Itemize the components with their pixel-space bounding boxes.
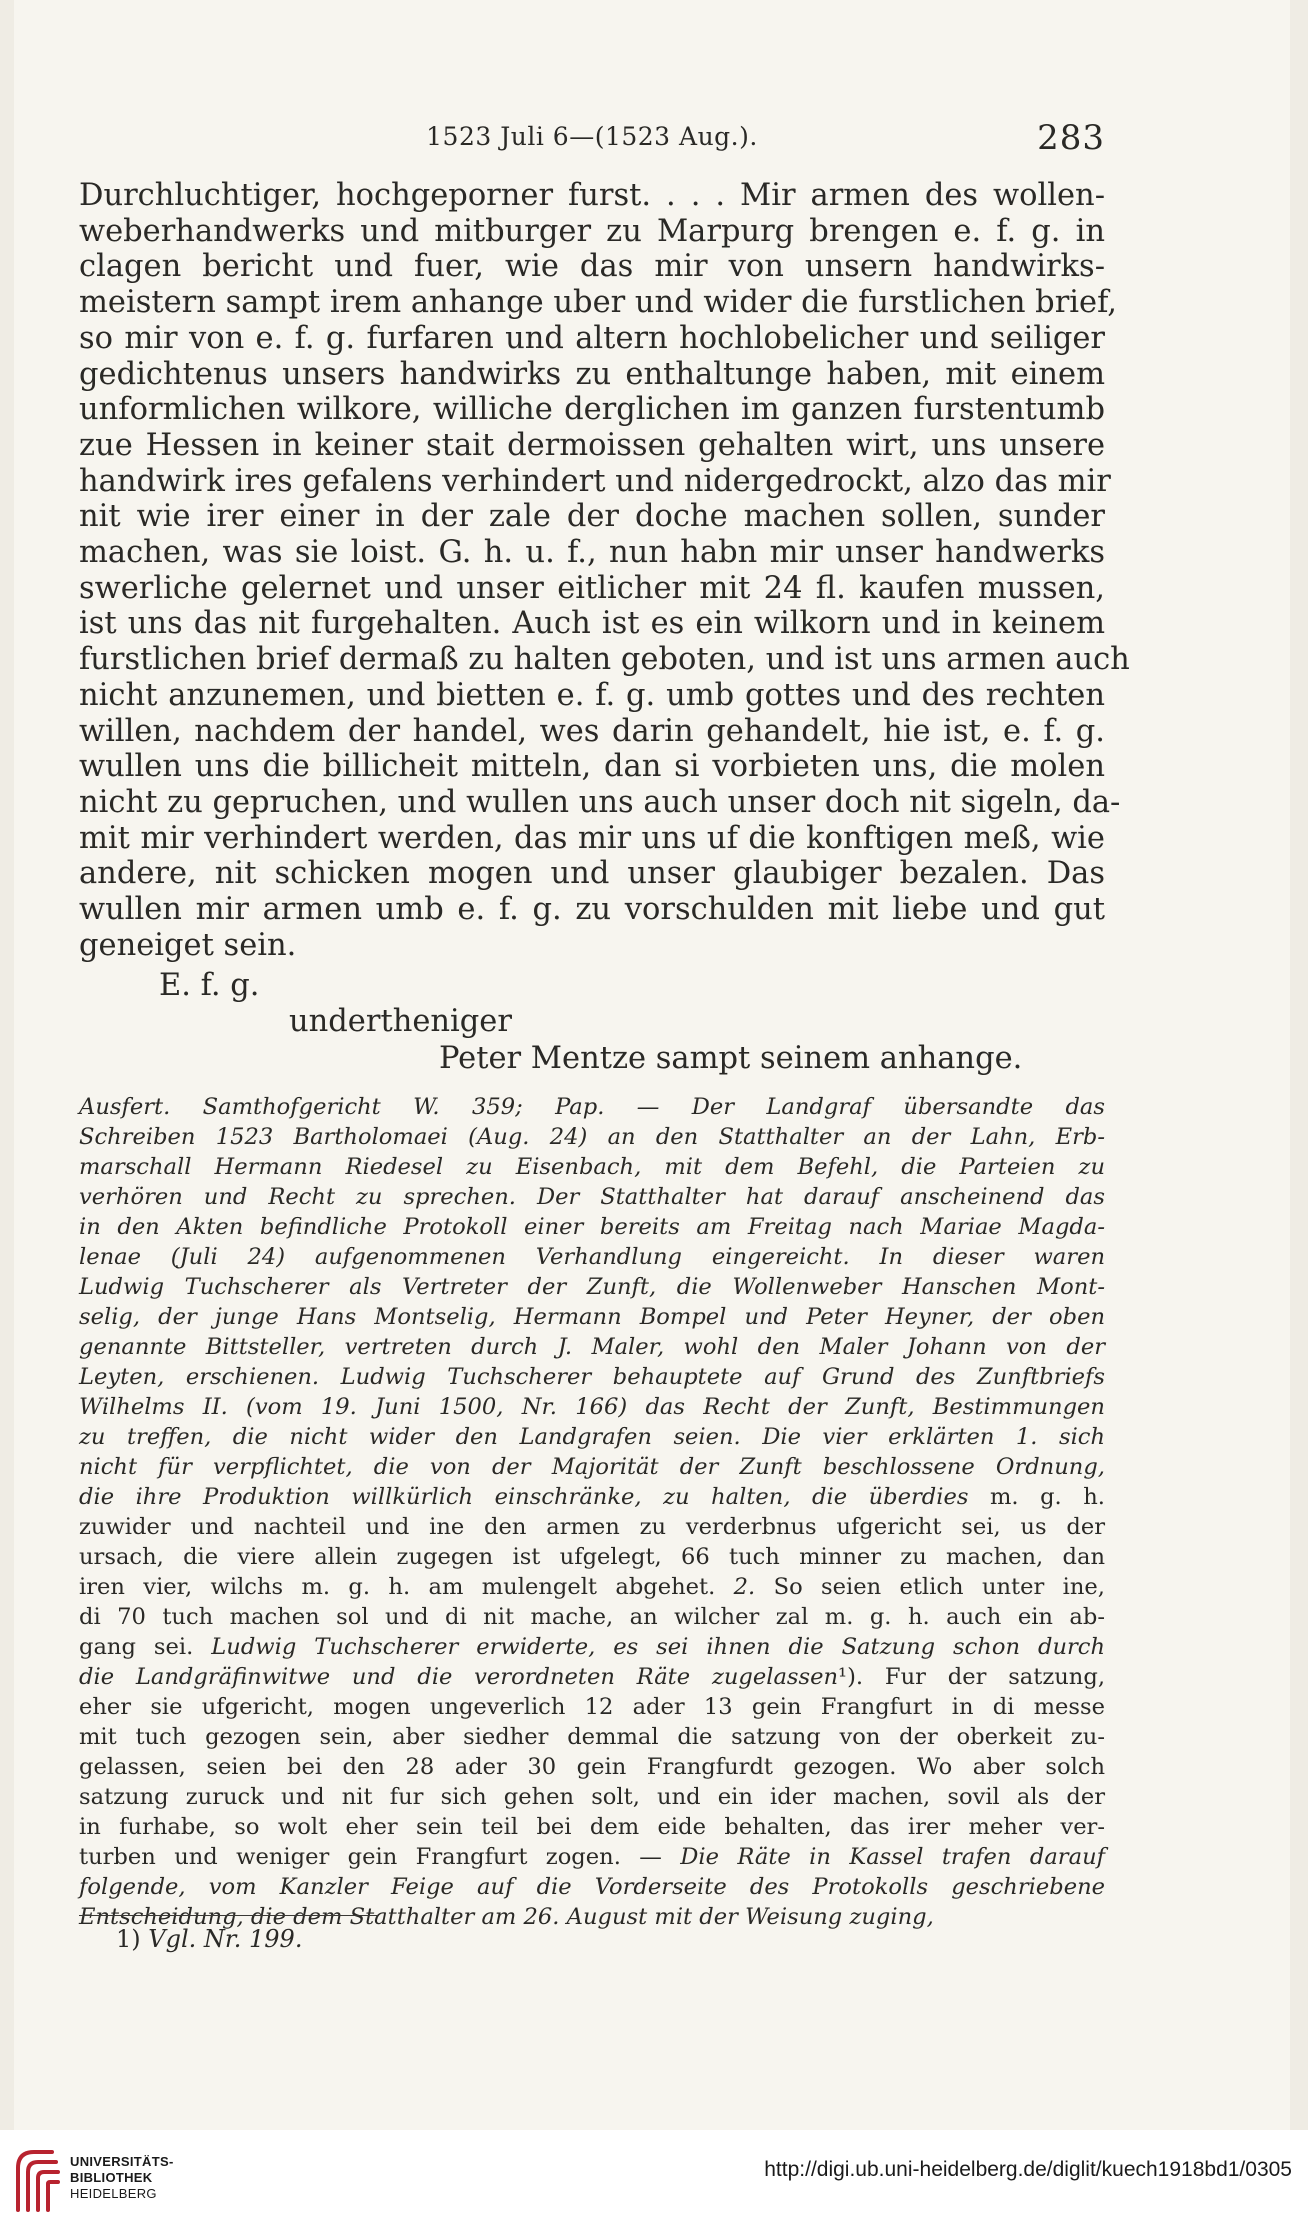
- library-name-line-3: HEIDELBERG: [70, 2186, 157, 2201]
- letter-line: ist uns das nit furgehalten. Auch ist es ein wilkorn und in keinem: [79, 606, 1105, 642]
- note-line: [79, 1872, 1105, 1902]
- note-line: [79, 1332, 1105, 1362]
- note-segment: lenae (Juli 24) aufgenommenen Verhandlung eingereicht. In dieser waren: [79, 1244, 1105, 1270]
- note-segment: m. g. h.: [989, 1484, 1105, 1510]
- note-line: [79, 1302, 1105, 1332]
- footnote-marker: 1): [116, 1925, 141, 1953]
- note-segment: ¹). Fur der satzung,: [838, 1664, 1106, 1690]
- note-segment: gang sei.: [79, 1634, 212, 1660]
- note-line: [79, 1602, 1105, 1632]
- letter-line: nicht zu gepruchen, und wullen uns auch unser doch nit sigeln, da-: [79, 784, 1121, 820]
- note-segment: Ludwig Tuchscherer als Vertreter der Zunft, die Wollenweber Hanschen Mont-: [79, 1274, 1105, 1300]
- library-name-line-2: BIBLIOTHEK: [70, 2170, 153, 2185]
- letter-line: gedichtenus unsers handwirks zu enthaltunge haben, mit einem: [79, 356, 1105, 392]
- note-segment: marschall Hermann Riedesel zu Eisenbach, mit dem Befehl, die Parteien zu: [79, 1154, 1105, 1180]
- note-line: [79, 1692, 1105, 1722]
- note-line: [79, 1092, 1105, 1122]
- letter-line: unformlichen wilkore, williche derglichen im ganzen furstentumb: [79, 392, 1105, 428]
- note-segment: Schreiben 1523 Bartholomaei (Aug. 24) an den Statthalter an der Lahn, Erb-: [79, 1124, 1105, 1150]
- note-segment: ursach, die viere allein zugegen ist ufgelegt, 66 tuch minner zu machen, dan: [79, 1544, 1105, 1570]
- footnote: [116, 1925, 302, 1953]
- note-line: [79, 1512, 1105, 1542]
- editorial-note: [79, 1092, 1105, 1932]
- letter-line: willen, nachdem der handel, wes darin gehandelt, hie ist, e. f. g.: [79, 713, 1105, 749]
- letter-line: mit mir verhindert werden, das mir uns uf die konftigen meß, wie: [79, 820, 1105, 856]
- letter-line: so mir von e. f. g. furfaren und altern hochlobelicher und seiliger: [79, 320, 1105, 356]
- note-line: [79, 1572, 1105, 1602]
- letter-line: geneiget sein.: [79, 927, 297, 963]
- note-segment: Wilhelms II. (vom 19. Juni 1500, Nr. 166) das Recht der Zunft, Bestimmungen: [79, 1394, 1105, 1420]
- note-segment: zu treffen, die nicht wider den Landgrafen seien. Die vier erklärten 1. sich: [79, 1424, 1105, 1450]
- closing-humble: undertheniger: [289, 1004, 512, 1039]
- library-name: [70, 2154, 174, 2202]
- letter-text: [79, 178, 1130, 963]
- note-segment: 2.: [733, 1574, 756, 1600]
- note-segment: turben und weniger gein Frangfurt zogen. —: [79, 1844, 681, 1870]
- letter-line: wullen uns die billicheit mitteln, dan si vorbieten uns, die molen: [79, 749, 1105, 785]
- page-number: 283: [1037, 118, 1105, 158]
- footnote-text: Vgl. Nr. 199.: [148, 1925, 303, 1953]
- note-line: [79, 1152, 1105, 1182]
- letter-line: andere, nit schicken mogen und unser glaubiger bezalen. Das: [79, 856, 1105, 892]
- note-segment: Leyten, erschienen. Ludwig Tuchscherer behauptete auf Grund des Zunftbriefs: [79, 1364, 1105, 1390]
- note-segment: folgende, vom Kanzler Feige auf die Vorderseite des Protokolls geschriebene: [79, 1874, 1105, 1900]
- note-line: [79, 1272, 1105, 1302]
- note-segment: die Landgräfinwitwe und die verordneten Räte zugelassen: [79, 1664, 839, 1690]
- letter-signature: Peter Mentze sampt seinem anhange.: [439, 1041, 1023, 1076]
- note-segment: satzung zuruck und nit fur sich gehen solt, und ein ider machen, sovil als der: [79, 1784, 1105, 1810]
- note-segment: Ausfert. Samthofgericht W. 359; Pap. — Der Landgraf übersandte das: [79, 1094, 1105, 1120]
- note-segment: in den Akten befindliche Protokoll einer bereits am Freitag nach Mariae Magda-: [79, 1214, 1105, 1240]
- letter-line: handwirk ires gefalens verhindert und nidergedrockt, alzo das mir: [79, 463, 1111, 499]
- note-line: [79, 1392, 1105, 1422]
- note-line: [79, 1122, 1105, 1152]
- note-segment: verhören und Recht zu sprechen. Der Statthalter hat darauf anscheinend das: [79, 1184, 1105, 1210]
- note-line: [79, 1662, 1105, 1692]
- note-segment: in furhabe, so wolt eher sein teil bei dem eide behalten, das irer meher ver-: [79, 1814, 1105, 1840]
- note-segment: Entscheidung, die dem Statthalter am 26. August mit der Weisung zuging,: [79, 1904, 934, 1930]
- note-segment: zuwider und nachteil und ine den armen zu verderbnus ufgericht sei, us der: [79, 1514, 1105, 1540]
- footnote-rule: [79, 1915, 379, 1916]
- note-line: [79, 1632, 1105, 1662]
- note-segment: eher sie ufgericht, mogen ungeverlich 12 ader 13 gein Frangfurt in di messe: [79, 1694, 1105, 1720]
- note-segment: mit tuch gezogen sein, aber siedher demmal die satzung von der oberkeit zu-: [79, 1724, 1105, 1750]
- note-line: [79, 1242, 1105, 1272]
- letter-line: Durchluchtiger, hochgeporner furst. . . . Mir armen des wollen-: [79, 178, 1105, 213]
- book-page: [14, 0, 1290, 2130]
- note-segment: selig, der junge Hans Montselig, Hermann Bompel und Peter Heyner, der oben: [79, 1304, 1105, 1330]
- note-line: [79, 1422, 1105, 1452]
- note-line: [79, 1182, 1105, 1212]
- letter-line: nit wie irer einer in der zale der doche machen sollen, sunder: [79, 499, 1105, 535]
- note-line: [79, 1812, 1105, 1842]
- page-header: [79, 118, 1105, 162]
- library-name-line-1: UNIVERSITÄTS-: [70, 2154, 174, 2169]
- note-line: [79, 1722, 1105, 1752]
- note-line: [79, 1452, 1105, 1482]
- letter-line: weberhandwerks und mitburger zu Marpurg brengen e. f. g. in: [79, 213, 1105, 249]
- letter-line: furstlichen brief dermaß zu halten geboten, und ist uns armen auch: [79, 642, 1130, 678]
- note-segment: gelassen, seien bei den 28 ader 30 gein Frangfurdt gezogen. Wo aber solch: [79, 1754, 1105, 1780]
- note-segment: di 70 tuch machen sol und di nit mache, an wilcher zal m. g. h. auch ein ab-: [79, 1604, 1105, 1630]
- note-line: [79, 1782, 1105, 1812]
- letter-line: nicht anzunemen, und bietten e. f. g. umb gottes und des rechten: [79, 677, 1105, 713]
- letter-line: clagen bericht und fuer, wie das mir von unsern handwirks-: [79, 249, 1105, 285]
- letter-line: meistern sampt irem anhange uber und wider die furstlichen brief,: [79, 285, 1117, 321]
- letter-line: wullen mir armen umb e. f. g. zu vorschulden mit liebe und gut: [79, 892, 1105, 928]
- note-segment: nicht für verpflichtet, die von der Majorität der Zunft beschlossene Ordnung,: [79, 1454, 1105, 1480]
- note-line: [79, 1482, 1105, 1512]
- source-url-link[interactable]: http://digi.ub.uni-heidelberg.de/diglit/kuech1918bd1/0305: [764, 2158, 1292, 2181]
- note-segment: genannte Bittsteller, vertreten durch J. Maler, wohl den Maler Johann von der: [79, 1334, 1105, 1360]
- note-line: [79, 1362, 1105, 1392]
- note-line: [79, 1752, 1105, 1782]
- letter-line: swerliche gelernet und unser eitlicher mit 24 fl. kaufen mussen,: [79, 570, 1105, 606]
- library-logo[interactable]: [12, 2142, 172, 2217]
- note-segment: Ludwig Tuchscherer erwiderte, es sei ihnen die Satzung schon durch: [211, 1634, 1105, 1660]
- note-segment: Die Räte in Kassel trafen darauf: [680, 1844, 1105, 1870]
- note-segment: iren vier, wilchs m. g. h. am mulengelt abgehet.: [79, 1574, 734, 1600]
- note-line: [79, 1542, 1105, 1572]
- university-library-logo-icon: [12, 2142, 62, 2214]
- note-segment: So seien etlich unter ine,: [755, 1574, 1105, 1600]
- note-line: [79, 1212, 1105, 1242]
- note-line: [79, 1842, 1105, 1872]
- closing-salutation: E. f. g.: [159, 968, 260, 1003]
- letter-line: zue Hessen in keiner stait dermoissen gehalten wirt, uns unsere: [79, 427, 1105, 463]
- running-head: 1523 Juli 6—(1523 Aug.).: [426, 122, 758, 151]
- note-segment: die ihre Produktion willkürlich einschränke, zu halten, die überdies: [79, 1484, 990, 1510]
- letter-line: machen, was sie loist. G. h. u. f., nun habn mir unser handwerks: [79, 535, 1105, 571]
